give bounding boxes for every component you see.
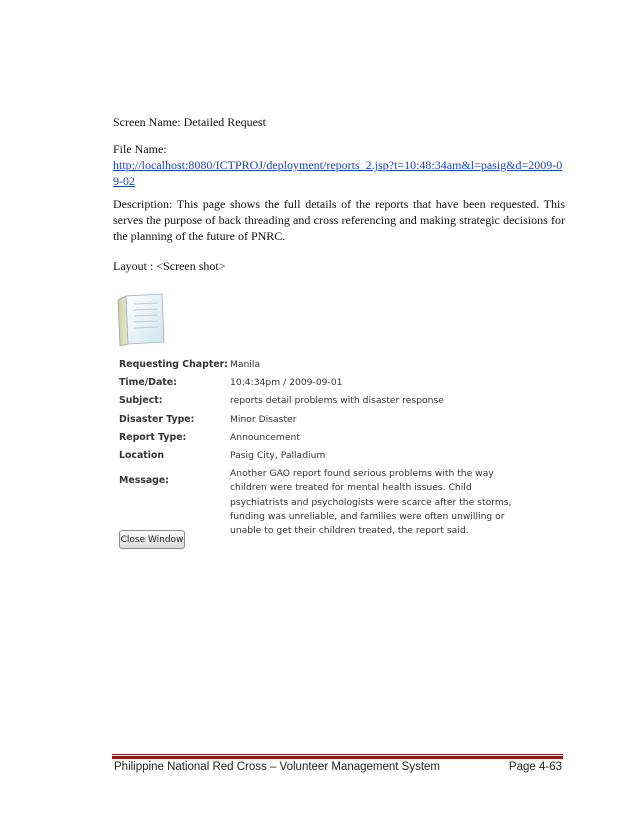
close-window-button[interactable]: Close Window xyxy=(119,530,185,549)
field-value-disaster-type: Minor Disaster xyxy=(230,414,297,425)
notepad-icon xyxy=(114,290,172,348)
footer-title: Philippine National Red Cross – Volunteer Management System xyxy=(114,761,441,773)
field-value-message: Another GAO report found serious problems with the way children were treated for mental health issues. Child psychiatrists and psychologists were scarce after the storms, funding was unreliable, and families were often unwilling or unable to get their children treated, the report said. xyxy=(230,468,512,537)
field-label-report-type: Report Type: xyxy=(119,432,187,443)
field-label-disaster-type: Disaster Type: xyxy=(119,414,195,425)
footer-rule xyxy=(112,754,563,755)
field-label-subject: Subject: xyxy=(119,395,163,406)
description-paragraph: Description: This page shows the full details of the reports that have been requested. This serves the purpose of back threading and cross referencing and making strategic decisions for the planning of the future of PNRC. xyxy=(113,197,565,243)
file-name-block xyxy=(113,141,565,189)
field-label-requesting-chapter: Requesting Chapter: xyxy=(119,359,229,370)
field-value-time-date: 10:4:34pm / 2009-09-01 xyxy=(230,377,343,388)
field-value-subject: reports detail problems with disaster response xyxy=(230,395,444,406)
layout-line: Layout : <Screen shot> xyxy=(113,259,226,273)
field-label-time-date: Time/Date: xyxy=(119,377,177,388)
field-value-report-type: Announcement xyxy=(230,432,300,443)
footer-rule-thick xyxy=(112,756,563,759)
screen-name-line: Screen Name: Detailed Request xyxy=(113,115,266,129)
field-label-message: Message: xyxy=(119,475,169,486)
file-url-link[interactable]: http://localhost:8080/ICTPROJ/deployment/reports_2.jsp?t=10:48:34am&l=pasig&d=2009-09-02 xyxy=(113,158,563,188)
field-value-requesting-chapter: Manila xyxy=(230,359,261,370)
field-value-location: Pasig City, Palladium xyxy=(230,450,326,461)
file-name-label: File Name: xyxy=(113,142,167,156)
field-label-location: Location xyxy=(119,450,165,461)
page-number: Page 4-63 xyxy=(508,761,562,773)
